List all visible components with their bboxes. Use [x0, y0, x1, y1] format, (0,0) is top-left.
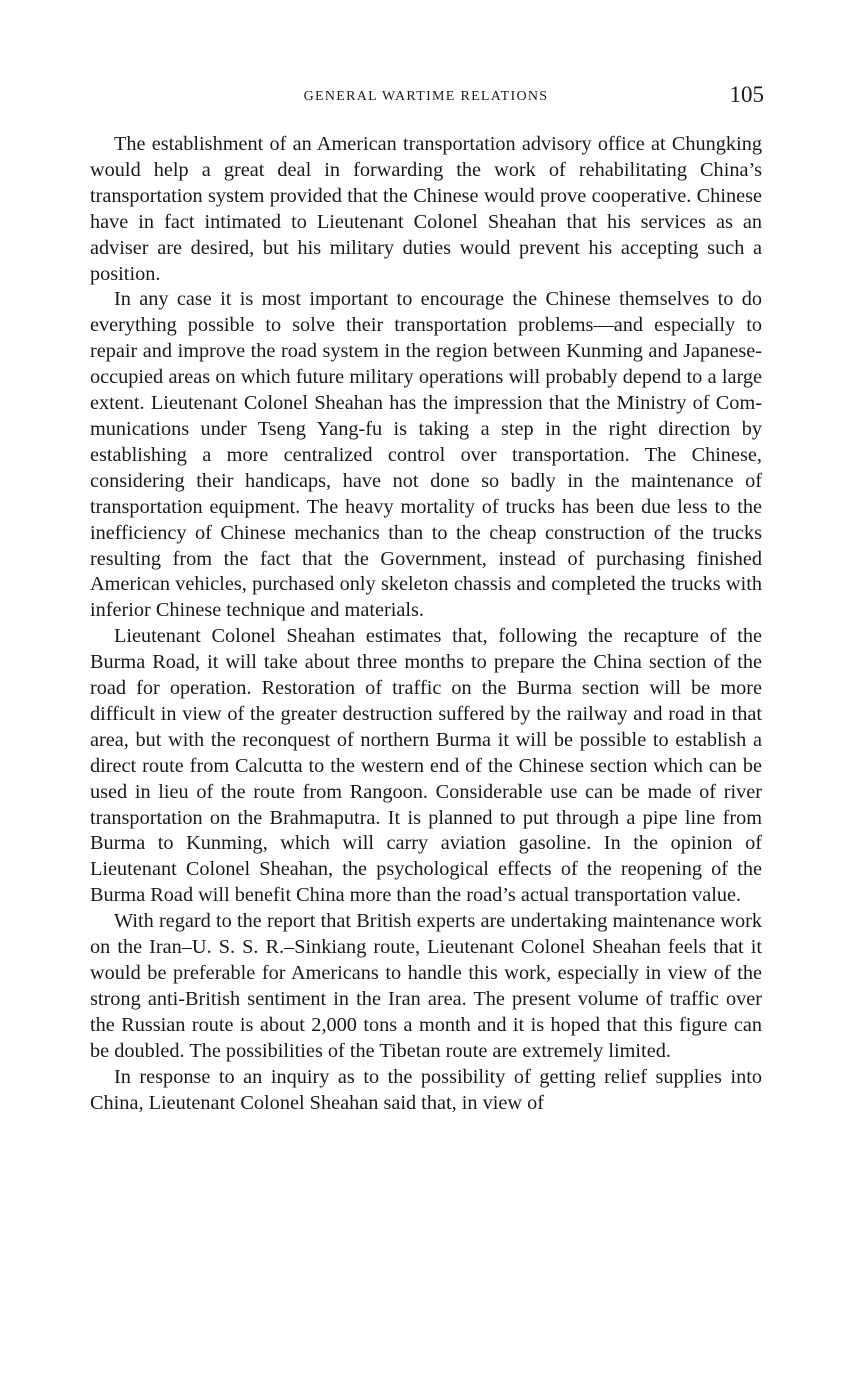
page-number: 105	[729, 82, 764, 107]
paragraph-chinese-self-help: In any case it is most important to encourage the Chinese themselves to do everything possible to solve their transportation problems—and especially to repair and improve the road system in the region between Kunming and Japanese-occupied areas on which future military operations will probably depend to a large extent. Lieutenant Colonel Sheahan has the impression that the Ministry of Communications under Tseng Yang-fu is taking a step in the right direction by establishing a more centralized control over transportation. The Chinese, considering their handicaps, have not done so badly in the maintenance of transportation equipment. The heavy mortality of trucks has been due less to the inefficiency of Chinese mechanics than to the cheap construction of the trucks resulting from the fact that the Government, instead of purchasing finished American vehicles, purchased only skeleton chassis and completed the trucks with inferior Chinese technique and materials.	[90, 288, 762, 622]
paragraph-iran-route: With regard to the report that British experts are undertaking maintenance work on the Iran–U. S. S. R.–Sinkiang route, Lieutenant Colonel Sheahan feels that it would be preferable for Americans to handle this work, especially in view of the strong anti-British sentiment in the Iran area. The present volume of traffic over the Russian route is about 2,000 tons a month and it is hoped that this figure can be doubled. The possibilities of the Tibetan route are extremely limited.	[90, 910, 762, 1062]
book-page	[90, 82, 762, 1116]
paragraph-burma-road: Lieutenant Colonel Sheahan estimates that, following the recapture of the Burma Road, it will take about three months to prepare the China section of the road for operation. Restoration of traffic on the Burma section will be more difficult in view of the greater destruction suffered by the railway and road in that area, but with the reconquest of northern Burma it will be possible to establish a direct route from Calcutta to the western end of the Chinese section which can be used in lieu of the route from Rangoon. Considerable use can be made of river transportation on the Brahmaputra. It is planned to put through a pipe line from Burma to Kunming, which will carry aviation gasoline. In the opinion of Lieutenant Colonel Sheahan, the psychological effects of the reopening of the Burma Road will benefit China more than the road’s actual transportation value.	[90, 625, 762, 907]
running-title: GENERAL WARTIME RELATIONS	[303, 89, 549, 104]
running-head	[90, 82, 762, 114]
body-text	[90, 132, 762, 1116]
paragraph-relief-supplies: In response to an inquiry as to the possibility of getting relief supplies into China, Lieutenant Colonel Sheahan said that, in view of	[90, 1065, 762, 1114]
paragraph-transport-office: The establishment of an American transportation advisory office at Chungking would help a great deal in forwarding the work of rehabilitating China’s transportation system provided that the Chinese would prove cooperative. Chinese have in fact intimated to Lieutenant Colonel Sheahan that his services as an adviser are desired, but his military duties would prevent his accepting such a position.	[90, 133, 762, 285]
